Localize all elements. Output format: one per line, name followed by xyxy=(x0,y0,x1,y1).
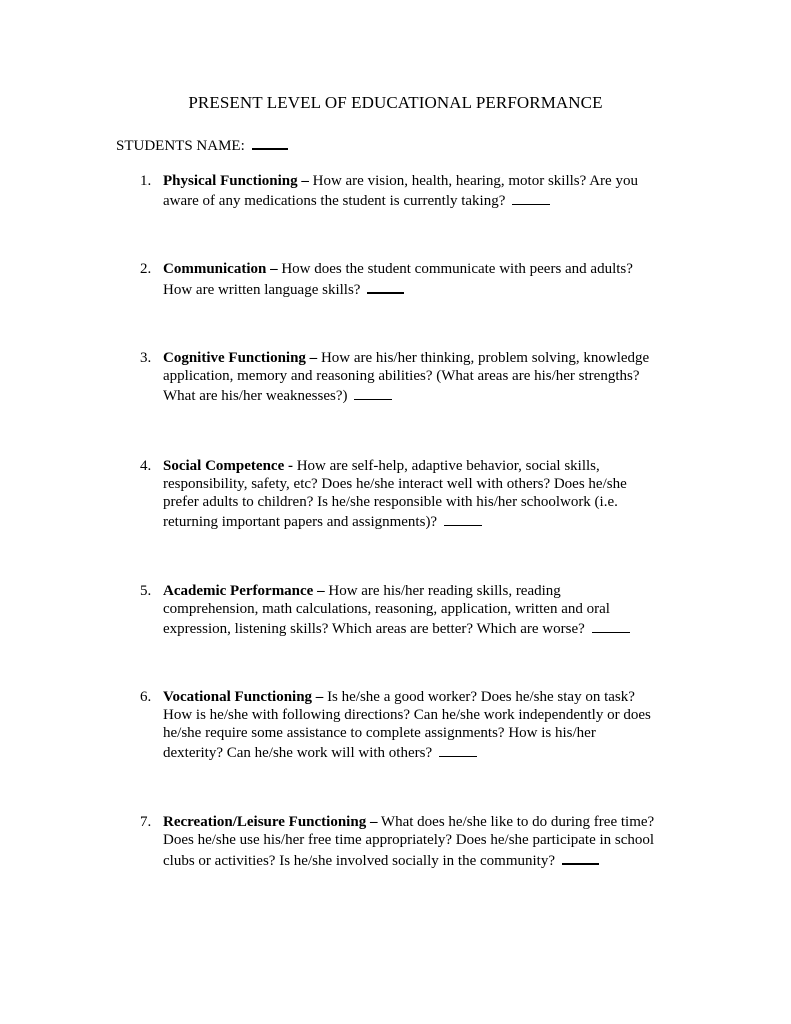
item-line: How are written language skills? xyxy=(163,282,361,298)
item-physical-functioning xyxy=(140,172,700,210)
item-number: 3. xyxy=(140,350,152,366)
item-line: he/she require some assistance to complete assignments? How is his/her xyxy=(163,725,596,741)
item-line: aware of any medications the student is currently taking? xyxy=(163,193,506,209)
item-communication xyxy=(140,260,700,299)
item-text xyxy=(163,260,683,299)
item-number: 5. xyxy=(140,583,152,599)
answer-blank[interactable] xyxy=(444,511,482,526)
answer-blank[interactable] xyxy=(562,849,599,865)
item-heading: Social Competence - xyxy=(163,458,293,474)
item-number: 2. xyxy=(140,261,152,277)
item-cognitive-functioning xyxy=(140,349,700,405)
item-text xyxy=(163,582,683,638)
item-social-competence xyxy=(140,457,700,531)
item-text xyxy=(163,172,683,210)
student-name-label: STUDENTS NAME: xyxy=(116,138,245,154)
item-vocational-functioning xyxy=(140,688,700,762)
answer-blank[interactable] xyxy=(512,190,550,205)
item-line: comprehension, math calculations, reasoning, application, written and oral xyxy=(163,601,610,617)
item-heading: Physical Functioning – xyxy=(163,173,309,189)
item-line: How is he/she with following directions? Can he/she work independently or does xyxy=(163,707,651,723)
item-line: What does he/she like to do during free time? xyxy=(377,814,655,830)
item-line: returning important papers and assignments)? xyxy=(163,514,438,530)
item-line: responsibility, safety, etc? Does he/she interact well with others? Does he/she xyxy=(163,476,627,492)
item-line: application, memory and reasoning abilities? (What areas are his/her strengths? xyxy=(163,368,640,384)
item-heading: Recreation/Leisure Functioning – xyxy=(163,814,378,830)
student-name-blank[interactable] xyxy=(252,134,288,150)
item-heading: Vocational Functioning – xyxy=(163,689,324,705)
answer-blank[interactable] xyxy=(354,385,392,400)
item-line: How does the student communicate with peers and adults? xyxy=(277,261,633,277)
item-line: clubs or activities? Is he/she involved socially in the community? xyxy=(163,853,555,869)
item-line: How are his/her thinking, problem solving, knowledge xyxy=(317,350,650,366)
item-academic-performance xyxy=(140,582,700,638)
page-title: PRESENT LEVEL OF EDUCATIONAL PERFORMANCE xyxy=(188,93,603,112)
student-name-row xyxy=(116,134,288,156)
item-recreation-leisure-functioning xyxy=(140,813,700,870)
item-text xyxy=(163,457,683,531)
answer-blank[interactable] xyxy=(367,278,404,294)
item-number: 6. xyxy=(140,689,152,705)
item-line: How are his/her reading skills, reading xyxy=(324,583,561,599)
item-line: dexterity? Can he/she work will with others? xyxy=(163,745,433,761)
item-line: What are his/her weaknesses?) xyxy=(163,388,348,404)
item-line: Is he/she a good worker? Does he/she stay on task? xyxy=(323,689,635,705)
item-heading: Communication – xyxy=(163,261,278,277)
answer-blank[interactable] xyxy=(439,742,477,757)
item-line: How are self-help, adaptive behavior, social skills, xyxy=(292,458,600,474)
item-text xyxy=(163,813,683,870)
item-number: 1. xyxy=(140,173,152,189)
item-number: 7. xyxy=(140,814,152,830)
item-heading: Academic Performance – xyxy=(163,583,325,599)
answer-blank[interactable] xyxy=(592,618,630,633)
item-line: prefer adults to children? Is he/she responsible with his/her schoolwork (i.e. xyxy=(163,494,618,510)
item-heading: Cognitive Functioning – xyxy=(163,350,318,366)
item-text xyxy=(163,349,683,405)
item-number: 4. xyxy=(140,458,152,474)
item-line: How are vision, health, hearing, motor skills? Are you xyxy=(308,173,638,189)
item-line: Does he/she use his/her free time appropriately? Does he/she participate in school xyxy=(163,832,655,848)
item-line: expression, listening skills? Which areas are better? Which are worse? xyxy=(163,621,585,637)
item-text xyxy=(163,688,683,762)
